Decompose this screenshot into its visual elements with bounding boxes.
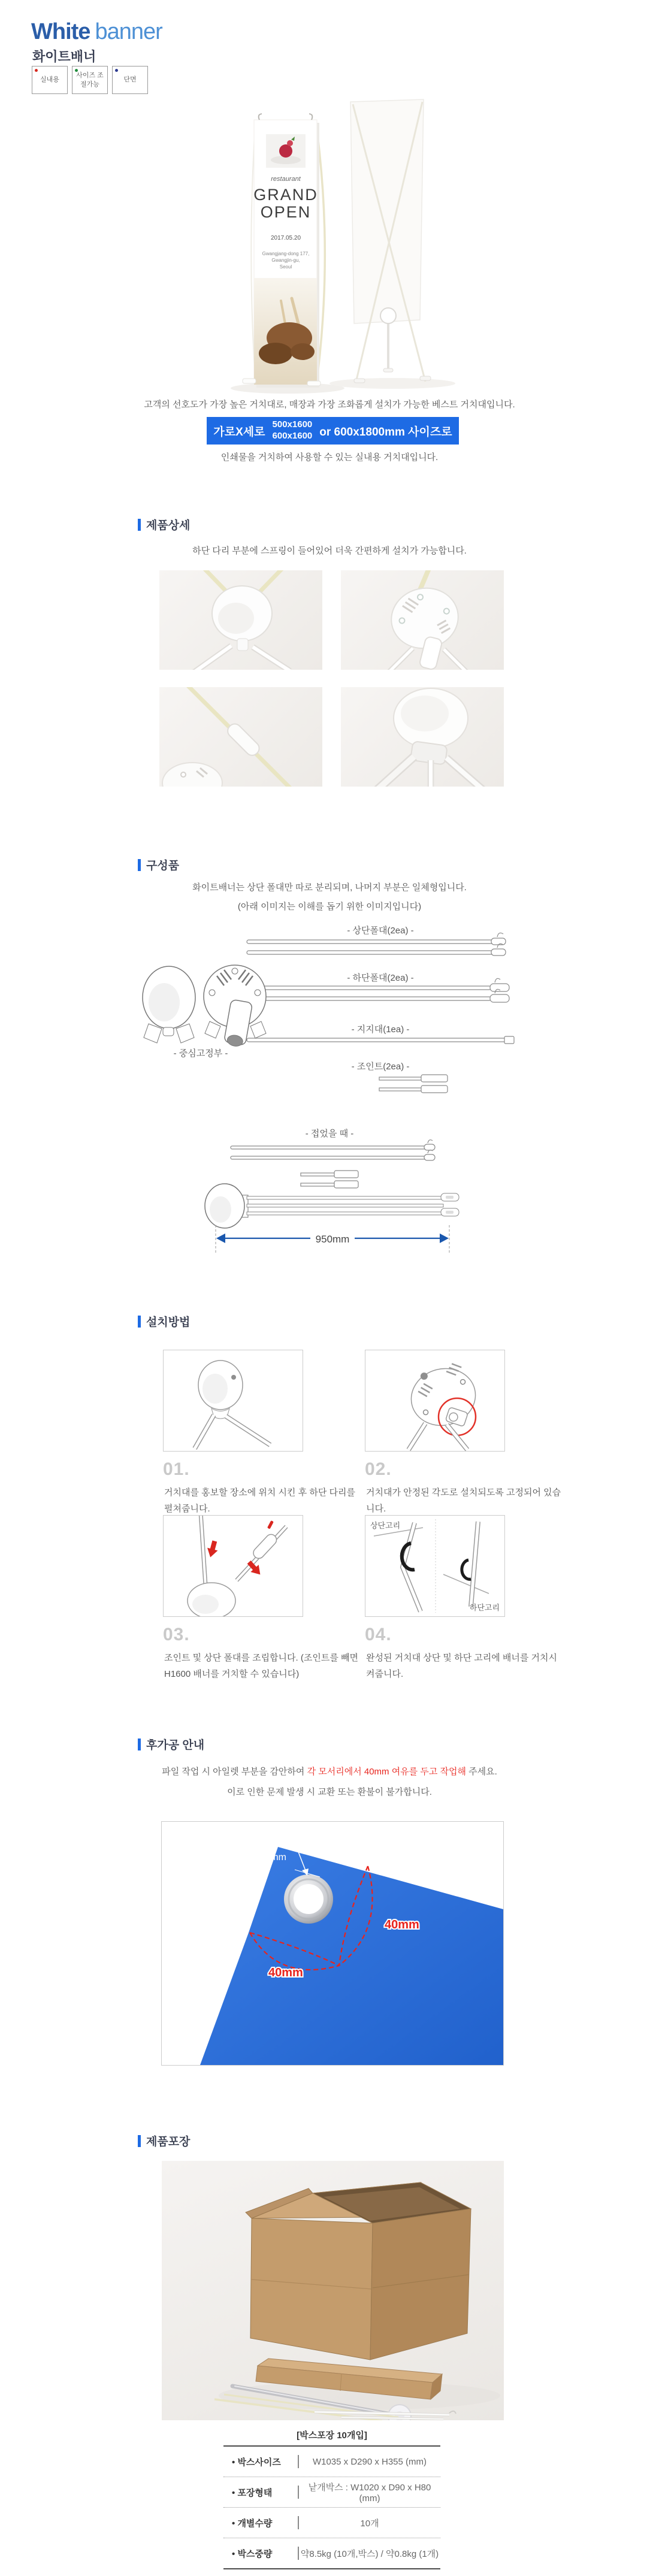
banner-corner [200, 1847, 503, 2065]
page-subtitle: 화이트배너 [32, 49, 96, 64]
ground-shadow [330, 378, 455, 389]
step4-text: 완성된 거치대 상단 및 하단 고리에 배너를 거치시켜줍니다. [366, 1653, 557, 1679]
section-header-packaging [138, 2133, 190, 2149]
row-value: 약8.5kg (10개,박스) / 약0.8kg (1개) [300, 2548, 439, 2559]
finishing-notice-line1 [0, 1765, 659, 1777]
section-header-components [138, 857, 179, 873]
packaging-table [223, 2445, 440, 2569]
finishing-notice-line2: 이로 인한 문제 발생 시 교환 또는 환불이 불가합니다. [227, 1787, 432, 1797]
size-banner-prefix: 가로X세로 [213, 425, 265, 439]
size-banner-suffix: or 600x1800mm 사이즈로 [319, 425, 452, 439]
hook-top-label: 상단고리 [370, 1521, 401, 1530]
bullet-icon: • [232, 2457, 235, 2468]
badge-label: 단면 [123, 76, 137, 84]
detail-photo-hub-back [341, 570, 504, 670]
components-diagram [138, 926, 527, 1261]
packaging-spec [223, 2429, 440, 2569]
section-title: 제품상세 [146, 519, 191, 532]
top-pole-label: - 상단폴대(2ea) - [347, 926, 414, 936]
bullet-icon: • [232, 2548, 235, 2559]
step1-number: 01. [163, 1459, 190, 1479]
packaging-photo [162, 2161, 504, 2420]
detail-photo-legs [341, 687, 504, 787]
badge-label: 사이즈 조절가능 [76, 72, 104, 88]
step1-text: 거치대를 홍보할 장소에 위치 시킨 후 하단 다리를 펼쳐줍니다. [164, 1487, 355, 1514]
corner-dimension-b: 40mm [268, 1966, 303, 1979]
print-address3: Seoul [279, 264, 292, 270]
bottom-pole-label: - 하단폴대(2ea) - [347, 973, 414, 983]
section-header-install [138, 1313, 190, 1329]
table-row [223, 2447, 440, 2477]
section-title: 제품포장 [146, 2136, 191, 2148]
hub-back-drawing [204, 965, 266, 1048]
bullet-icon: • [232, 2518, 235, 2529]
size-top: 500x1600 [272, 419, 313, 430]
detail-photo-joint [159, 687, 322, 787]
section-header-finishing [138, 1736, 204, 1752]
hero-product-photo [153, 37, 500, 397]
folded-dimension [216, 1225, 449, 1253]
support-pole-label: - 지지대(1ea) - [351, 1024, 410, 1035]
install-step1-image [163, 1350, 303, 1452]
row-value: 10개 [360, 2518, 379, 2529]
install-step4-image [365, 1515, 505, 1617]
badge-label: 실내용 [40, 76, 59, 84]
row-value: 낱개박스 : W1020 x D90 x H80 (mm) [308, 2483, 431, 2504]
row-value: W1035 x D290 x H355 (mm) [312, 2456, 427, 2467]
section-bar-icon [138, 2135, 141, 2147]
print-brand-text: restaurant [271, 176, 301, 183]
joint-label: - 조인트(2ea) - [351, 1062, 410, 1072]
hanger-hook-icon [309, 114, 312, 120]
red-dot-icon [35, 69, 38, 72]
table-row [223, 2477, 440, 2508]
navy-dot-icon [115, 69, 118, 72]
folded-label: - 접었을 때 - [305, 1129, 354, 1139]
section-bar-icon [138, 1316, 141, 1328]
section-bar-icon [138, 859, 141, 871]
hanger-hook-icon [259, 114, 262, 120]
folded-unit [205, 1184, 459, 1228]
section-bar-icon [138, 1739, 141, 1750]
row-label: 포장형태 [237, 2487, 273, 2498]
row-label: 박스중량 [237, 2548, 273, 2559]
row-label: 박스사이즈 [237, 2457, 281, 2468]
install-step2-image [365, 1350, 505, 1452]
folded-dimension-value: 950mm [315, 1233, 350, 1245]
print-headline2: OPEN [260, 203, 312, 221]
badge-size-adjustable [72, 66, 108, 94]
feature-badges [32, 66, 148, 94]
eyelet-dimension-value: 10mm [259, 1852, 286, 1863]
size-bottom: 600x1600 [272, 431, 313, 441]
bullet-icon: • [232, 2487, 235, 2498]
page-title-primary: White [31, 19, 90, 44]
notice-red: 각 모서리에서 40mm 여유를 두고 작업해 [307, 1767, 466, 1777]
notice-post: 주세요. [465, 1767, 497, 1777]
step3-text: 조인트 및 상단 폴대를 조립합니다. (조인트를 빼면 H1600 배너를 거치할 수 있습니다) [164, 1653, 358, 1679]
hero-description: 고객의 선호도가 가장 높은 거치대로, 매장과 가장 조화롭게 설치가 가능한 베스트 거치대입니다. [144, 400, 515, 410]
step2-text: 거치대가 안정된 각도로 설치되도록 고정되어 있습니다. [366, 1487, 561, 1514]
components-description2: (아래 이미지는 이해를 돕기 위한 이미지입니다) [237, 902, 422, 912]
section-title: 구성품 [146, 860, 180, 872]
print-date: 2017.05.20 [270, 235, 301, 241]
packaging-table-title: [박스포장 10개입] [297, 2430, 367, 2441]
detail-photo-hub-front [159, 570, 322, 670]
size-banner [207, 417, 459, 445]
page-title [31, 19, 162, 45]
bottom-hook-icon [462, 1560, 471, 1579]
hub-label: - 중심고정부 - [173, 1048, 228, 1059]
green-dot-icon [75, 69, 78, 72]
print-address1: Gwangjang-dong 177, [262, 251, 310, 256]
hook-bottom-label: 하단고리 [469, 1603, 500, 1612]
stand-hub [380, 308, 396, 323]
table-row [223, 2538, 440, 2568]
badge-indoor [32, 66, 68, 94]
section-title: 후가공 안내 [146, 1739, 205, 1752]
cardboard-box [246, 2182, 471, 2360]
hub-front-drawing [143, 966, 195, 1043]
section-title: 설치방법 [146, 1316, 191, 1329]
empty-x-stand [350, 99, 431, 383]
notice-pre: 파일 작업 시 아일렛 부분을 감안하여 [162, 1767, 307, 1777]
components-description1: 화이트배너는 상단 폴대만 따로 분리되며, 나머지 부분은 일체형입니다. [192, 882, 467, 893]
step4-number: 04. [365, 1625, 392, 1644]
finishing-diagram-box [161, 1821, 504, 2066]
corner-dimension-a: 40mm [385, 1918, 419, 1931]
step3-number: 03. [163, 1625, 190, 1644]
hero-photo-illustration [153, 37, 500, 397]
table-row [223, 2508, 440, 2538]
install-step3-image [163, 1515, 303, 1617]
section-bar-icon [138, 519, 141, 531]
size-banner-stack [273, 419, 313, 442]
hero-sub-description: 인쇄물을 거치하여 사용할 수 있는 실내용 거치대입니다. [220, 452, 439, 462]
page-title-secondary: banner [95, 19, 162, 44]
print-address2: Gwangjin-gu, [271, 258, 300, 263]
detail-description: 하단 다리 부분에 스프링이 들어있어 더욱 간편하게 설치가 가능합니다. [192, 546, 467, 556]
red-arrow-icon [205, 1540, 220, 1559]
step2-number: 02. [365, 1459, 392, 1479]
section-header-detail [138, 516, 190, 533]
print-headline1: GRAND [253, 186, 318, 204]
folded-parts [231, 1140, 435, 1188]
badge-single-side [112, 66, 148, 94]
printed-banner-stand [243, 114, 325, 388]
row-label: 개별수량 [237, 2518, 273, 2529]
